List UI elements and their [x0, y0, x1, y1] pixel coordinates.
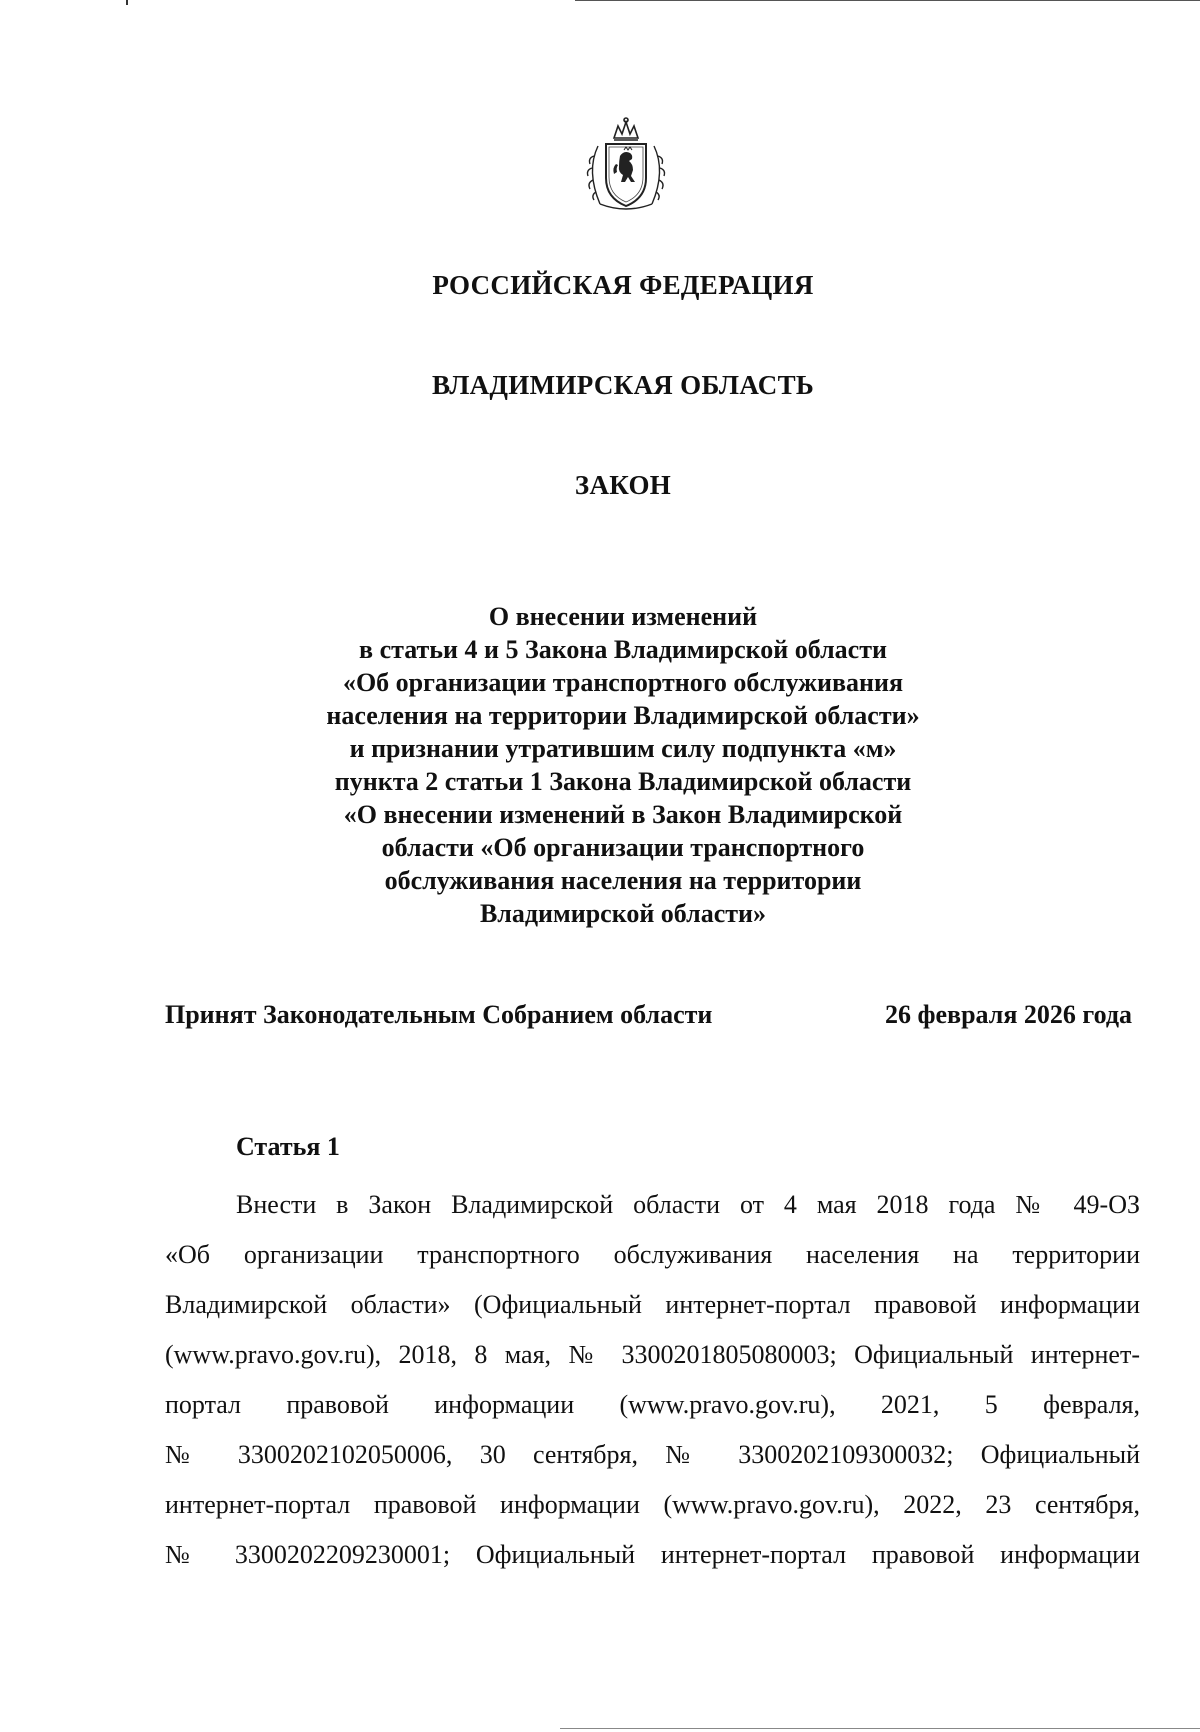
law-title-line: «О внесении изменений в Закон Владимирской: [343, 800, 903, 829]
body-line: № 3300202102050006, 30 сентября, № 3300202109300032; Официальный: [165, 1440, 1140, 1469]
body-line: «Об организации транспортного обслуживания населения на территории: [165, 1240, 1140, 1269]
scan-edge-bottom: [560, 1728, 1200, 1729]
country-heading: РОССИЙСКАЯ ФЕДЕРАЦИЯ: [432, 270, 814, 300]
body-line: Внести в Закон Владимирской области от 4 мая 2018 года № 49-ОЗ: [236, 1190, 1140, 1219]
body-line: интернет-портал правовой информации (www.pravo.gov.ru), 2022, 23 сентября,: [165, 1490, 1140, 1519]
adoption-label: Принят Законодательным Собранием области: [165, 1000, 713, 1029]
region-heading: ВЛАДИМИРСКАЯ ОБЛАСТЬ: [431, 370, 815, 400]
body-line: портал правовой информации (www.pravo.gov.ru), 2021, 5 февраля,: [165, 1390, 1140, 1419]
law-title-line: Владимирской области»: [479, 899, 767, 928]
law-title-line: обслуживания населения на территории: [384, 866, 862, 895]
body-line: № 3300202209230001; Официальный интернет-портал правовой информации: [165, 1540, 1140, 1569]
article-1-heading: Статья 1: [236, 1132, 340, 1161]
article-1-body: [165, 1180, 1140, 1580]
law-title: [0, 600, 1200, 930]
law-title-line: и признании утратившим силу подпункта «м»: [349, 734, 897, 763]
law-title-line: пункта 2 статьи 1 Закона Владимирской области: [334, 767, 912, 796]
scan-edge-top: [575, 0, 1200, 1]
coat-of-arms-icon: [578, 116, 674, 216]
adoption-date: 26 февраля 2026 года: [885, 1000, 1132, 1029]
body-line: (www.pravo.gov.ru), 2018, 8 мая, № 3300201805080003; Официальный интернет-: [165, 1340, 1140, 1369]
scan-artifact-dot: [126, 0, 128, 5]
law-title-line: «Об организации транспортного обслуживания: [342, 668, 904, 697]
document-type-heading: ЗАКОН: [574, 470, 672, 500]
body-line: Владимирской области» (Официальный интернет-портал правовой информации: [165, 1290, 1140, 1319]
law-title-line: населения на территории Владимирской области»: [326, 701, 920, 730]
law-title-line: области «Об организации транспортного: [381, 833, 865, 862]
law-title-line: О внесении изменений: [488, 602, 758, 631]
law-title-line: в статьи 4 и 5 Закона Владимирской области: [359, 635, 887, 664]
